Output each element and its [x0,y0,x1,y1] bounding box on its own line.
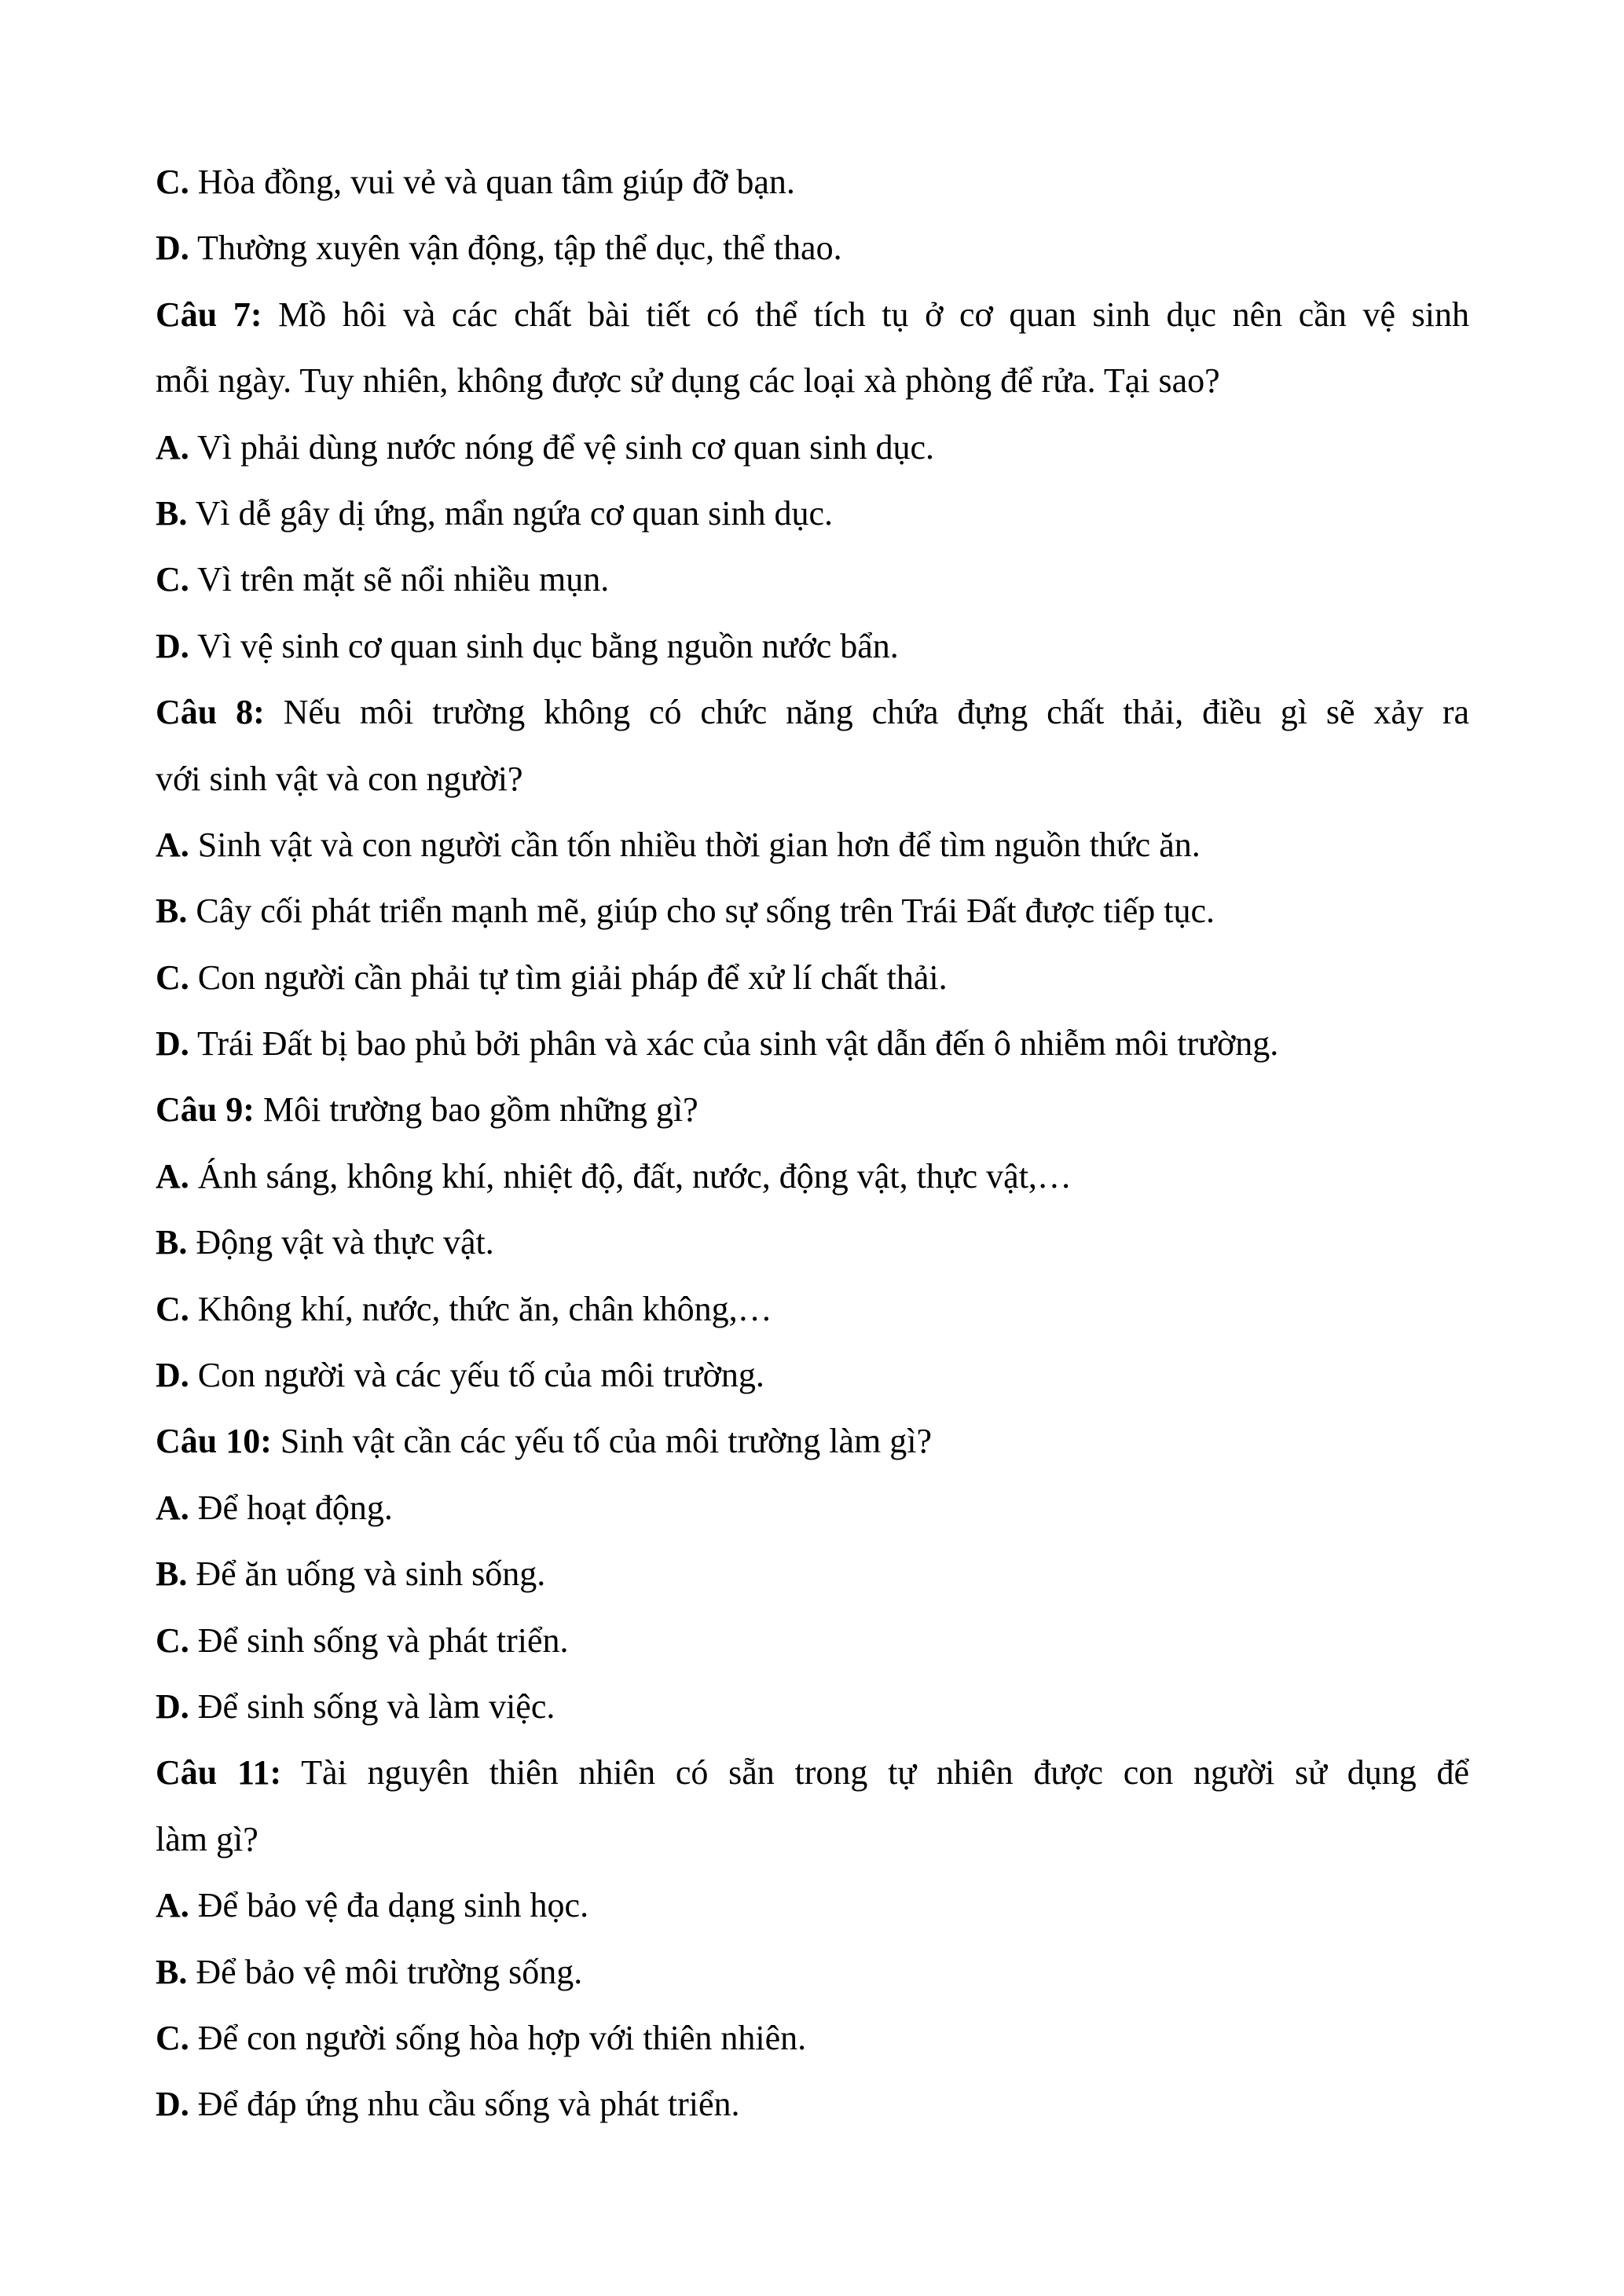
option-label: A. [156,1156,189,1196]
option-a-q11 [156,1873,1469,1939]
option-label: C. [156,163,189,201]
option-text: Để ăn uống và sinh sống. [187,1554,546,1594]
option-label: A. [156,427,189,467]
option-text: Để bảo vệ môi trường sống. [187,1952,583,1991]
question-text: mỗi ngày. Tuy nhiên, không được sử dụng các loại xà phòng để rửa. Tại sao? [156,361,1220,401]
option-label: C. [156,560,189,599]
question-text: Môi trường bao gồm những gì? [254,1090,698,1130]
option-label: D. [156,1686,189,1726]
option-label: C. [156,1289,189,1328]
option-text: Để sinh sống và làm việc. [189,1686,555,1726]
option-label: D. [156,626,189,665]
option-b-q10 [156,1541,1469,1607]
option-text: Để hoạt động. [189,1488,393,1527]
option-text: Hòa đồng, vui vẻ và quan tâm giúp đỡ bạn. [189,163,795,201]
option-b-q7 [156,481,1469,547]
option-label: C. [156,1620,189,1660]
option-text: Sinh vật và con người cần tốn nhiều thời gian hơn để tìm nguồn thức ăn. [189,825,1201,864]
option-text: Vì phải dùng nước nóng để vệ sinh cơ quan sinh dục. [189,427,934,467]
question-label: Câu 11: [156,1753,282,1792]
option-label: D. [156,1024,189,1064]
option-text: Vì trên mặt sẽ nổi nhiều mụn. [189,560,610,599]
option-label: D. [156,229,189,268]
question-9 [156,1077,1469,1143]
option-c-q11 [156,2005,1469,2071]
option-text: Ánh sáng, không khí, nhiệt độ, đất, nước, động vật, thực vật,… [189,1156,1072,1196]
question-7 [156,282,1469,348]
option-label: A. [156,1488,189,1527]
option-a-q7 [156,415,1469,481]
option-d-q10 [156,1674,1469,1740]
question-text: làm gì? [156,1819,258,1858]
option-b-q11 [156,1939,1469,2005]
option-text: Vì vệ sinh cơ quan sinh dục bằng nguồn nước bẩn. [189,626,899,665]
option-text: Trái Đất bị bao phủ bởi phân và xác của sinh vật dẫn đến ô nhiễm môi trường. [189,1024,1279,1064]
option-label: C. [156,958,189,997]
option-c-q8 [156,945,1469,1011]
option-d-q8 [156,1011,1469,1077]
question-text: với sinh vật và con người? [156,759,523,798]
option-c-q10 [156,1608,1469,1674]
option-text: Động vật và thực vật. [187,1223,494,1262]
option-text: Con người và các yếu tố của môi trường. [189,1356,764,1395]
question-7-continued [156,348,1469,414]
option-text: Để đáp ứng nhu cầu sống và phát triển. [189,2085,740,2124]
option-b-q8 [156,878,1469,944]
option-d-q7 [156,613,1469,679]
option-text: Không khí, nước, thức ăn, chân không,… [189,1289,772,1328]
option-label: B. [156,493,188,533]
document-page [156,149,1469,2138]
option-label: B. [156,1554,188,1594]
option-c-q7 [156,547,1469,613]
option-text: Thường xuyên vận động, tập thể dục, thể thao. [189,229,842,268]
option-text: Con người cần phải tự tìm giải pháp để xử lí chất thải. [189,958,948,997]
option-label: B. [156,1952,188,1991]
question-label: Câu 10: [156,1422,272,1461]
option-a-q8 [156,812,1469,878]
question-text: Nếu môi trường không có chức năng chứa đựng chất thải, điều gì sẽ xảy ra [264,693,1469,732]
option-text: Để con người sống hòa hợp với thiên nhiên. [189,2018,807,2057]
question-11 [156,1740,1469,1806]
option-text: Để bảo vệ đa dạng sinh học. [189,1886,589,1925]
question-8-continued [156,746,1469,812]
option-label: A. [156,1886,189,1925]
option-a-q10 [156,1475,1469,1541]
question-text: Tài nguyên thiên nhiên có sẵn trong tự nhiên được con người sử dụng để [281,1753,1469,1792]
question-label: Câu 7: [156,295,262,334]
option-d-q6 [156,215,1469,281]
option-b-q9 [156,1210,1469,1276]
option-label: A. [156,825,189,864]
question-8 [156,679,1469,745]
option-text: Cây cối phát triển mạnh mẽ, giúp cho sự sống trên Trái Đất được tiếp tục. [187,892,1215,931]
option-c-q6 [156,149,1469,215]
question-label: Câu 9: [156,1090,255,1130]
option-text: Vì dễ gây dị ứng, mẩn ngứa cơ quan sinh dục. [187,493,834,533]
option-label: B. [156,892,188,931]
option-c-q9 [156,1276,1469,1342]
option-label: D. [156,1356,189,1395]
option-text: Để sinh sống và phát triển. [189,1620,569,1660]
option-d-q9 [156,1342,1469,1408]
question-text: Mồ hôi và các chất bài tiết có thể tích tụ ở cơ quan sinh dục nên cần vệ sinh [262,295,1469,334]
question-text: Sinh vật cần các yếu tố của môi trường làm gì? [271,1422,932,1461]
question-label: Câu 8: [156,693,265,732]
question-10 [156,1408,1469,1474]
question-11-continued [156,1807,1469,1873]
option-label: C. [156,2018,189,2057]
option-a-q9 [156,1144,1469,1210]
option-label: D. [156,2085,189,2124]
option-d-q11 [156,2071,1469,2137]
option-label: B. [156,1223,188,1262]
